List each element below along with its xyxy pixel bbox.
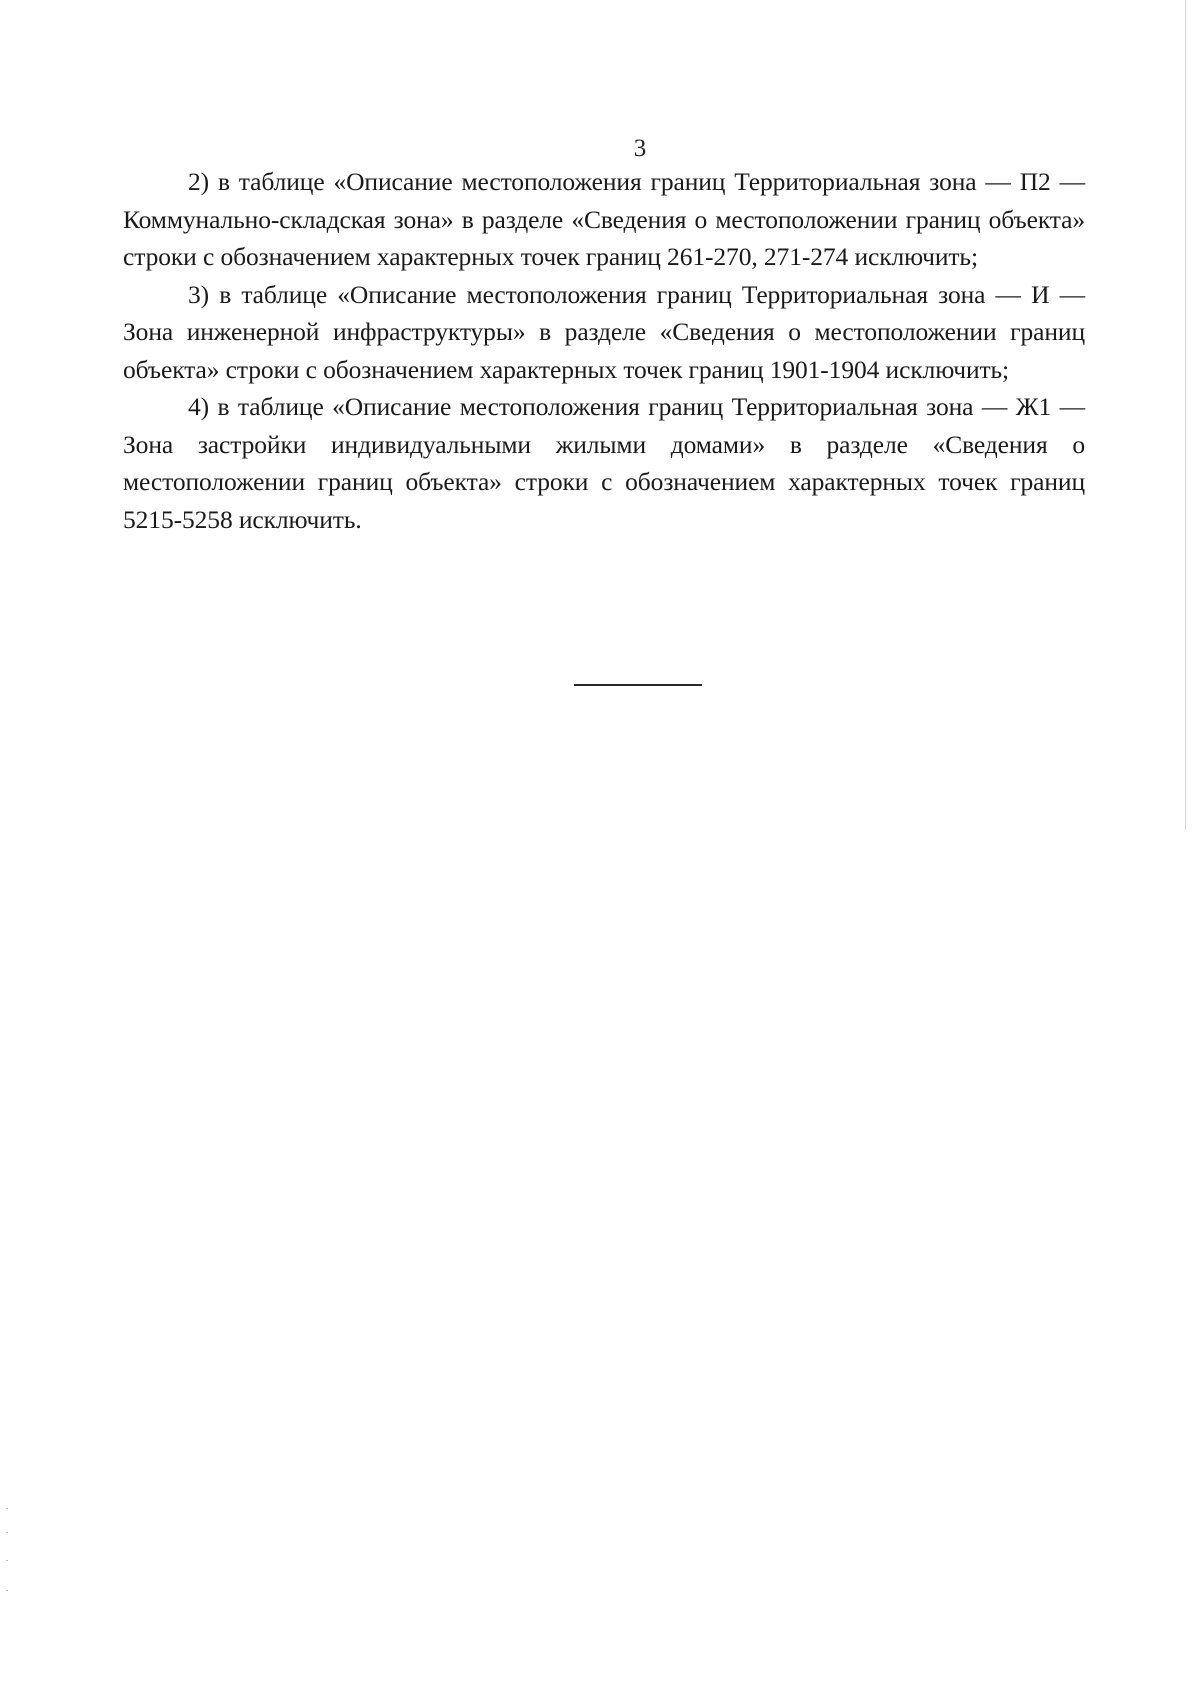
paragraph-item-3: 3) в таблице «Описание местоположения границ Территориальная зона — И — Зона инженерной инфраструктуры» в разделе «Сведения о местоположении границ объекта» строки с обозначением характерных точек границ 1901-1904 исключить; <box>123 279 1085 384</box>
paragraph-item-4: 4) в таблице «Описание местоположения границ Территориальная зона — Ж1 — Зона застройки индивидуальными жилыми домами» в разделе «Сведения о местоположении границ объекта» строки с обозначением характерных точек границ 5215-5258 исключить. <box>123 392 1085 534</box>
paragraph-item-2: 2) в таблице «Описание местоположения границ Территориальная зона — П2 — Коммунально-складская зона» в разделе «Сведения о местоположении границ объекта» строки с обозначением характерных точек границ 261-270, 271-274 исключить; <box>123 167 1085 271</box>
scan-edge-line <box>1185 0 1186 830</box>
end-divider-line <box>574 684 702 686</box>
scan-speck <box>6 1590 8 1591</box>
document-body <box>123 163 1085 538</box>
scan-speck <box>6 1532 8 1533</box>
scan-speck <box>6 1508 8 1509</box>
scan-speck <box>6 1560 8 1561</box>
page-number: 3 <box>633 135 647 162</box>
